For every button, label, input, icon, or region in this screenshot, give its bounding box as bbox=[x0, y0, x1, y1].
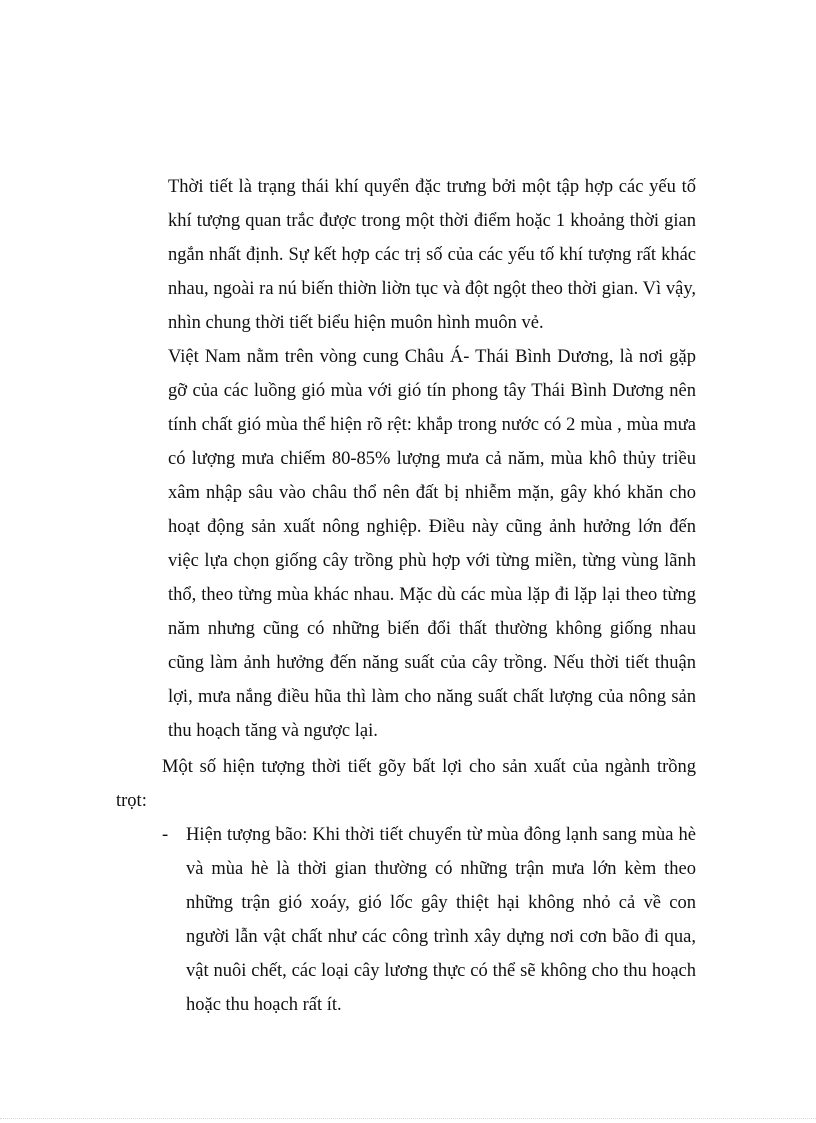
page-bottom-divider bbox=[0, 1118, 816, 1119]
paragraph-weather-definition: Thời tiết là trạng thái khí quyển đặc trưng bởi một tập hợp các yếu tố khí tượng quan trắc được trong một thời điểm hoặc 1 khoảng thời gian ngắn nhất định. Sự kết hợp các trị số của các yếu tố khí tượng rất khác nhau, ngoài ra nú biến thiờn liờn tục và đột ngột theo thời gian. Vì vậy, nhìn chung thời tiết biểu hiện muôn hình muôn vẻ. bbox=[168, 177, 696, 333]
bullet-text-storm: Hiện tượng bão: Khi thời tiết chuyển từ mùa đông lạnh sang mùa hè và mùa hè là thời gian thường có những trận mưa lớn kèm theo những trận gió xoáy, gió lốc gây thiệt hại không nhỏ cả về con người lẫn vật chất như các công trình xây dựng nơi cơn bão đi qua, vật nuôi chết, các loại cây lương thực có thể sẽ không cho thu hoạch hoặc thu hoạch rất ít. bbox=[186, 825, 696, 1015]
paragraph-vietnam-climate: Việt Nam nằm trên vòng cung Châu Á- Thái Bình Dương, là nơi gặp gỡ của các luồng gió mùa với gió tín phong tây Thái Bình Dương nên tính chất gió mùa thể hiện rõ rệt: khắp trong nước có 2 mùa , mùa mưa có lượng mưa chiếm 80-85% lượng mưa cả năm, mùa khô thủy triều xâm nhập sâu vào châu thổ nên đất bị nhiễm mặn, gây khó khăn cho hoạt động sản xuất nông nghiệp. Điều này cũng ảnh hưởng lớn đến việc lựa chọn giống cây trồng phù hợp với từng miền, từng vùng lãnh thổ, theo từng mùa khác nhau. Mặc dù các mùa lặp đi lặp lại theo từng năm nhưng cũng có những biến đổi thất thường không giống nhau cũng làm ảnh hưởng đến năng suất của cây trồng. Nếu thời tiết thuận lợi, mưa nắng điều hũa thì làm cho năng suất chất lượng của nông sản thu hoạch tăng và ngược lại. bbox=[168, 347, 696, 741]
bullet-marker: - bbox=[162, 825, 169, 845]
paragraph-adverse-weather-intro: Một số hiện tượng thời tiết gõy bất lợi cho sản xuất của ngành trồng trọt: bbox=[116, 757, 696, 811]
